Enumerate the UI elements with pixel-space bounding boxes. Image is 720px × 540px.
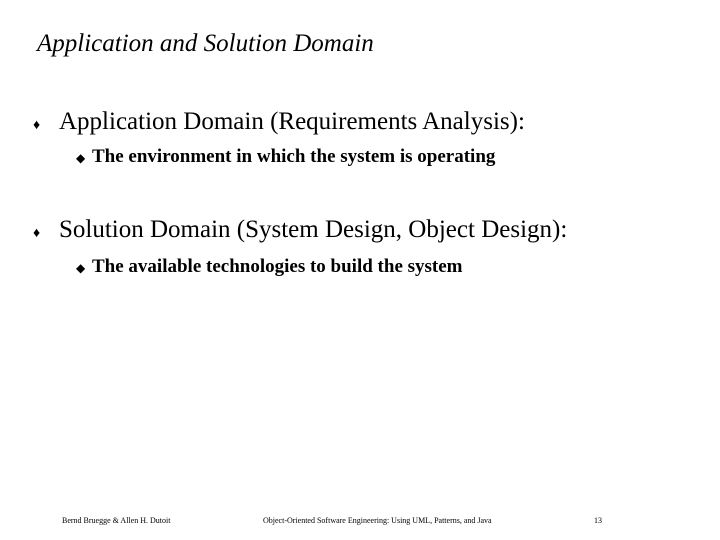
footer-book-title: Object-Oriented Software Engineering: Using UML, Patterns, and Java: [263, 516, 492, 525]
footer-authors: Bernd Bruegge & Allen H. Dutoit: [62, 516, 171, 525]
diamond-bullet-icon: ♦: [33, 118, 41, 133]
diamond-bullet-icon: ♦: [33, 226, 41, 241]
sub-bullet-text: The environment in which the system is operating: [92, 146, 496, 167]
slide-title: Application and Solution Domain: [37, 30, 374, 57]
bullet-solution-domain: [33, 216, 567, 244]
bullet-application-domain: [33, 108, 525, 136]
bullet-text: Solution Domain (System Design, Object Design):: [59, 216, 568, 243]
filled-diamond-bullet-icon: ◆: [76, 261, 86, 275]
sub-bullet-text: The available technologies to build the system: [92, 256, 463, 277]
sub-bullet-application-domain: [76, 146, 495, 168]
footer-page-number: 13: [594, 516, 602, 525]
sub-bullet-solution-domain: [76, 256, 463, 278]
bullet-text: Application Domain (Requirements Analysis):: [59, 108, 525, 135]
filled-diamond-bullet-icon: ◆: [76, 151, 86, 165]
